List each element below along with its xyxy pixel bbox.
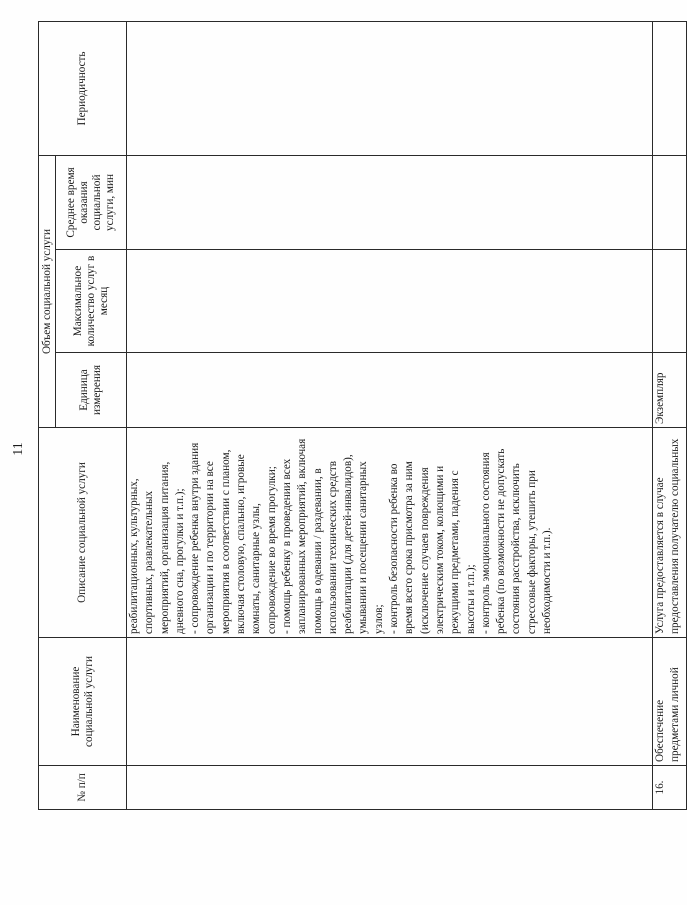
row-unit: Экземпляр	[653, 353, 687, 428]
header-unit: Единица измерения	[56, 353, 127, 428]
table-row	[127, 21, 653, 809]
row-periodicity	[653, 21, 687, 155]
social-services-table	[38, 21, 687, 810]
header-avg-time: Среднее время оказания социальной услуги, мин	[56, 155, 127, 249]
row-unit	[127, 353, 653, 428]
row-name	[127, 638, 653, 766]
header-max-qty: Максимальное количество услуг в месяц	[56, 250, 127, 353]
header-volume-group: Объем социальной услуги	[39, 155, 56, 427]
row-avg-time	[653, 155, 687, 249]
row-description: реабилитационных, культурных, спортивных, развлекательных мероприятий, организация питания, дневного сна, прогулки и т.п.); - сопровождение ребенка внутри здания организации и по территории на все мероприятия в соответствии с планом, включая столовую, спальню, игровые комнаты, санитарные узлы, сопровождение во время прогулки; - помощь ребенку в проведении всех запланированных мероприятий, включая помощь в одевании / раздевании, в использовании технических средств реабилитации (для детей-инвалидов), умывании и посещении санитарных узлов; - контроль безопасности ребенка во время всего срока присмотра за ним (исключение случаев повреждения электрическим током, колющими и режущими предметами, падения с высоты и т.п.); - контроль эмоционального состояния ребенка (по возможности не допускать состояния расстройства, исключить стрессовые факторы, утешить при необходимости и т.п.).	[127, 428, 653, 638]
row-num	[127, 766, 653, 810]
row-max-qty	[127, 250, 653, 353]
header-description: Описание социальной услуги	[39, 428, 127, 638]
header-num: № п/п	[39, 766, 127, 810]
row-periodicity	[127, 21, 653, 155]
row-avg-time	[127, 155, 653, 249]
table-row	[653, 21, 687, 809]
header-periodicity: Периодичность	[39, 21, 127, 155]
row-num: 16.	[653, 766, 687, 810]
page-number: 11	[11, 442, 26, 456]
row-name: Обеспечение предметами личной	[653, 638, 687, 766]
row-description: Услуга предоставляется в случае предоставления получателю социальных	[653, 428, 687, 638]
header-name: Наименование социальной услуги	[39, 638, 127, 766]
row-max-qty	[653, 250, 687, 353]
